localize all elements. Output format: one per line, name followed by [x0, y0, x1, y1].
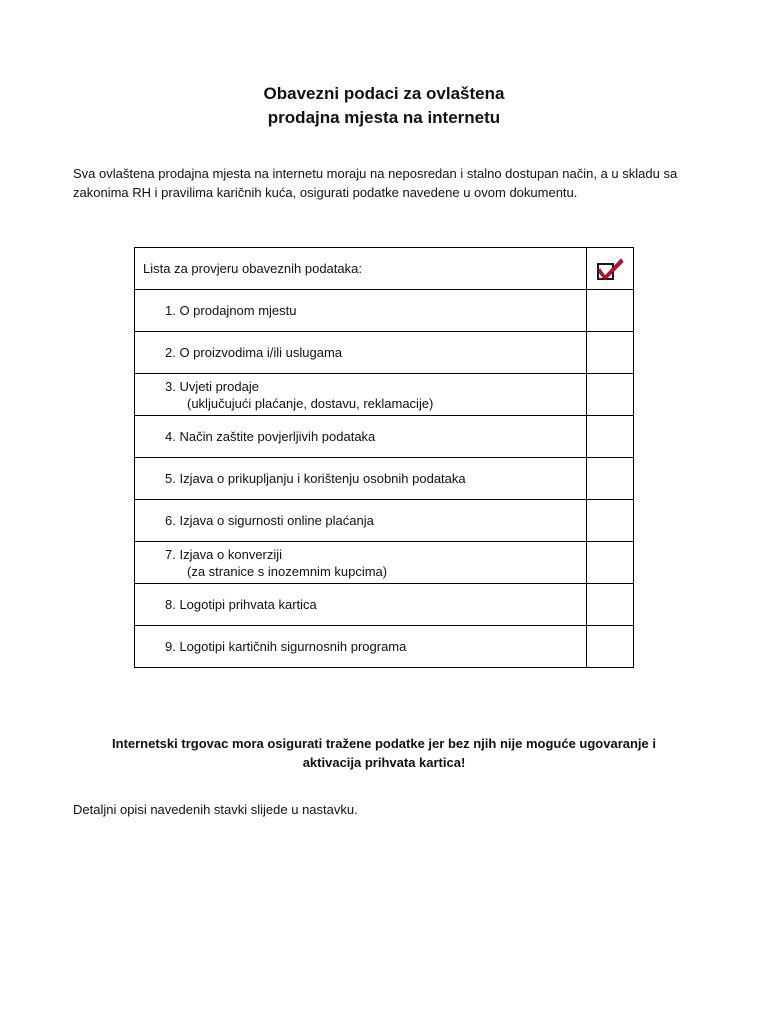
- checklist-item-label: [135, 416, 587, 458]
- checklist-row: [135, 416, 634, 458]
- checklist-item-checkbox[interactable]: [587, 584, 634, 626]
- checklist-item-checkbox[interactable]: [587, 626, 634, 668]
- checklist-row: [135, 458, 634, 500]
- checklist-item-label: [135, 500, 587, 542]
- checklist-item-text: 5. Izjava o prikupljanju i korištenju osobnih podataka: [165, 471, 466, 486]
- checklist-item-text: 8. Logotipi prihvata kartica: [165, 597, 317, 612]
- checklist-item-label: [135, 458, 587, 500]
- checklist-item-text: 9. Logotipi kartičnih sigurnosnih programa: [165, 639, 407, 654]
- warning-notice: [80, 734, 688, 772]
- checklist-row: [135, 584, 634, 626]
- checklist-row: [135, 626, 634, 668]
- checklist-item-label: [135, 374, 587, 416]
- checked-box-icon: [596, 256, 624, 282]
- intro-line-2: zakonima RH i pravilima karičnih kuća, osigurati podatke navedene u ovom dokumentu.: [73, 185, 578, 200]
- checklist-item-checkbox[interactable]: [587, 500, 634, 542]
- intro-paragraph: [73, 164, 693, 202]
- title-line-2: prodajna mjesta na internetu: [267, 108, 501, 127]
- warning-line-1: Internetski trgovac mora osigurati tražene podatke jer bez njih nije moguće ugovaranje i: [112, 736, 656, 751]
- checklist-row: [135, 290, 634, 332]
- footer-note: Detaljni opisi navedenih stavki slijede u nastavku.: [73, 802, 358, 817]
- checklist-row: [135, 332, 634, 374]
- checklist-item-text: 4. Način zaštite povjerljivih podataka: [165, 429, 376, 444]
- checklist-item-subtext: (za stranice s inozemnim kupcima): [187, 563, 388, 579]
- checklist-item-label: [135, 626, 587, 668]
- checklist-header-row: [135, 248, 634, 290]
- checklist-item-checkbox[interactable]: [587, 290, 634, 332]
- checklist-item-label: [135, 290, 587, 332]
- checklist-row: [135, 374, 634, 416]
- checklist-header: Lista za provjeru obaveznih podataka:: [135, 248, 587, 290]
- checklist-item-subtext: (uključujući plaćanje, dostavu, reklamacije): [187, 395, 434, 411]
- checklist-item-checkbox[interactable]: [587, 332, 634, 374]
- checklist-item-text: 7. Izjava o konverziji: [165, 546, 283, 562]
- checklist-table: [134, 247, 634, 668]
- checklist-item-text: 2. O proizvodima i/ili uslugama: [165, 345, 343, 360]
- checklist-item-checkbox[interactable]: [587, 416, 634, 458]
- checklist-item-checkbox[interactable]: [587, 458, 634, 500]
- checklist-row: [135, 500, 634, 542]
- checklist-item-label: [135, 584, 587, 626]
- checklist-item-text: 3. Uvjeti prodaje: [165, 378, 259, 394]
- checklist-item-text: 1. O prodajnom mjestu: [165, 303, 297, 318]
- document-title: [0, 82, 768, 130]
- title-line-1: Obavezni podaci za ovlaštena: [263, 84, 505, 103]
- checklist-header-check-cell: [587, 248, 634, 290]
- warning-line-2: aktivacija prihvata kartica!: [302, 755, 466, 770]
- checklist-item-text: 6. Izjava o sigurnosti online plaćanja: [165, 513, 374, 528]
- checklist-item-checkbox[interactable]: [587, 542, 634, 584]
- checklist-item-label: [135, 542, 587, 584]
- checklist-item-checkbox[interactable]: [587, 374, 634, 416]
- checklist-item-label: [135, 332, 587, 374]
- intro-line-1: Sva ovlaštena prodajna mjesta na internetu moraju na neposredan i stalno dostupan način, a u skladu sa: [73, 166, 678, 181]
- checklist-row: [135, 542, 634, 584]
- checklist-body: [135, 248, 634, 668]
